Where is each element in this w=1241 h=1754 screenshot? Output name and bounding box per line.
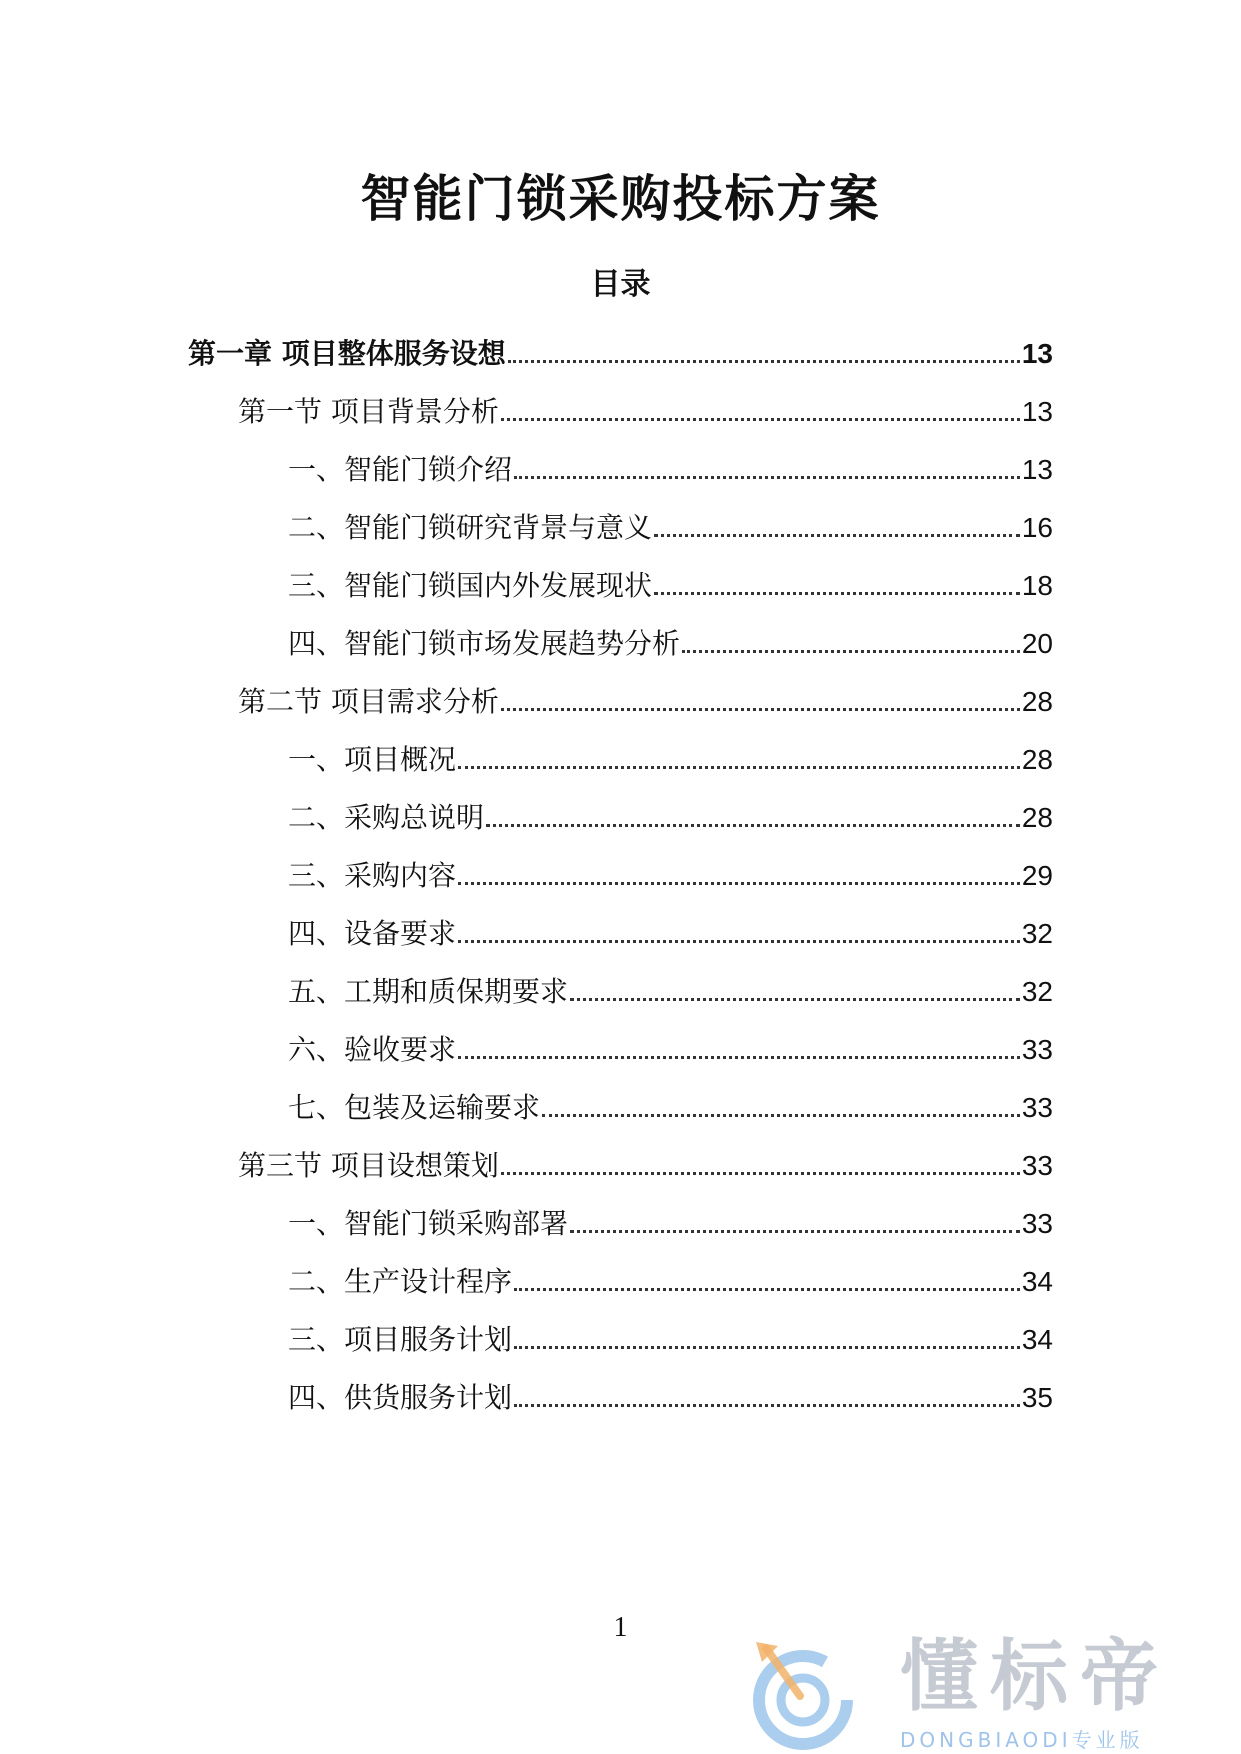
toc-entry[interactable] [288,1374,1053,1414]
toc-entry-page: 32 [1021,975,1053,1007]
toc-leader-dots [501,708,1020,711]
toc-entry-page: 35 [1021,1381,1053,1413]
toc-entry-title: 三、项目服务计划 [288,1322,513,1356]
toc-entry[interactable] [288,1316,1053,1356]
toc-leader-dots [458,940,1020,943]
toc-entry-title: 四、供货服务计划 [288,1380,513,1414]
toc-entry-title: 二、采购总说明 [288,800,485,834]
toc-entry[interactable] [288,1084,1053,1124]
watermark-subtitle: DONGBIAODI专业版 [900,1728,1144,1752]
toc-leader-dots [501,1172,1020,1175]
toc-entry-title: 五、工期和质保期要求 [288,974,569,1008]
toc-entry-page: 18 [1021,569,1053,601]
toc-leader-dots [514,1404,1020,1407]
toc-entry-page: 33 [1021,1091,1053,1123]
toc-leader-dots [501,418,1020,421]
toc-entry[interactable] [288,794,1053,834]
toc-entry-title: 第三节 项目设想策划 [238,1148,499,1182]
toc-entry-page: 13 [1021,337,1053,369]
toc-entry-page: 32 [1021,917,1053,949]
toc-entry-title: 二、智能门锁研究背景与意义 [288,510,653,544]
toc-leader-dots [486,824,1020,827]
toc-entry[interactable] [288,1200,1053,1240]
page-number: 1 [613,1612,628,1643]
toc-leader-dots [514,1346,1020,1349]
toc-entry[interactable] [288,504,1053,544]
toc-leader-dots [570,998,1020,1001]
toc-entry[interactable] [238,1142,1053,1182]
toc-entry-page: 28 [1021,685,1053,717]
toc-entry-title: 第一章 项目整体服务设想 [188,336,506,370]
toc-entry-title: 六、验收要求 [288,1032,457,1066]
toc-leader-dots [654,592,1020,595]
toc-leader-dots [458,766,1020,769]
toc-entry[interactable] [288,1026,1053,1066]
toc-entry-title: 四、智能门锁市场发展趋势分析 [288,626,681,660]
toc-entry-page: 28 [1021,801,1053,833]
toc-entry-page: 28 [1021,743,1053,775]
toc-entry-page: 33 [1021,1207,1053,1239]
toc-leader-dots [458,882,1020,885]
toc-heading: 目录 [590,267,651,302]
toc-entry[interactable] [288,446,1053,486]
toc-entry[interactable] [188,330,1053,370]
toc-entry-title: 七、包装及运输要求 [288,1090,541,1124]
target-arrow-icon [748,1640,858,1750]
toc-entry-page: 33 [1021,1033,1053,1065]
toc-entry-page: 34 [1021,1265,1053,1297]
toc-leader-dots [514,1288,1020,1291]
toc-entry-page: 20 [1021,627,1053,659]
toc-entry[interactable] [288,968,1053,1008]
toc-entry-title: 第一节 项目背景分析 [238,394,499,428]
toc-entry[interactable] [288,852,1053,892]
toc-entry-page: 16 [1021,511,1053,543]
toc-entry-title: 第二节 项目需求分析 [238,684,499,718]
document-title: 智能门锁采购投标方案 [360,170,881,228]
toc-entry-page: 13 [1021,453,1053,485]
toc-entry[interactable] [288,736,1053,776]
toc-entry-title: 一、智能门锁采购部署 [288,1206,569,1240]
toc-entry[interactable] [238,678,1053,718]
toc-entry[interactable] [238,388,1053,428]
toc-entry-title: 一、项目概况 [288,742,457,776]
toc-entry-title: 一、智能门锁介绍 [288,452,513,486]
toc-entry-page: 29 [1021,859,1053,891]
watermark [740,1630,1220,1750]
toc-entry[interactable] [288,1258,1053,1298]
toc-entry-page: 33 [1021,1149,1053,1181]
toc-entry[interactable] [288,910,1053,950]
toc-leader-dots [458,1056,1020,1059]
toc-leader-dots [682,650,1020,653]
toc-leader-dots [570,1230,1020,1233]
toc-entry-title: 四、设备要求 [288,916,457,950]
toc-entry-title: 二、生产设计程序 [288,1264,513,1298]
toc-leader-dots [542,1114,1020,1117]
toc-entry-page: 13 [1021,395,1053,427]
toc-entry[interactable] [288,620,1053,660]
toc-entry-page: 34 [1021,1323,1053,1355]
toc-entry-title: 三、采购内容 [288,858,457,892]
watermark-brand: 懂标帝 [900,1632,1171,1722]
toc-entry-title: 三、智能门锁国内外发展现状 [288,568,653,602]
toc-leader-dots [654,534,1020,537]
toc-leader-dots [508,360,1020,363]
toc-leader-dots [514,476,1020,479]
toc-entry[interactable] [288,562,1053,602]
